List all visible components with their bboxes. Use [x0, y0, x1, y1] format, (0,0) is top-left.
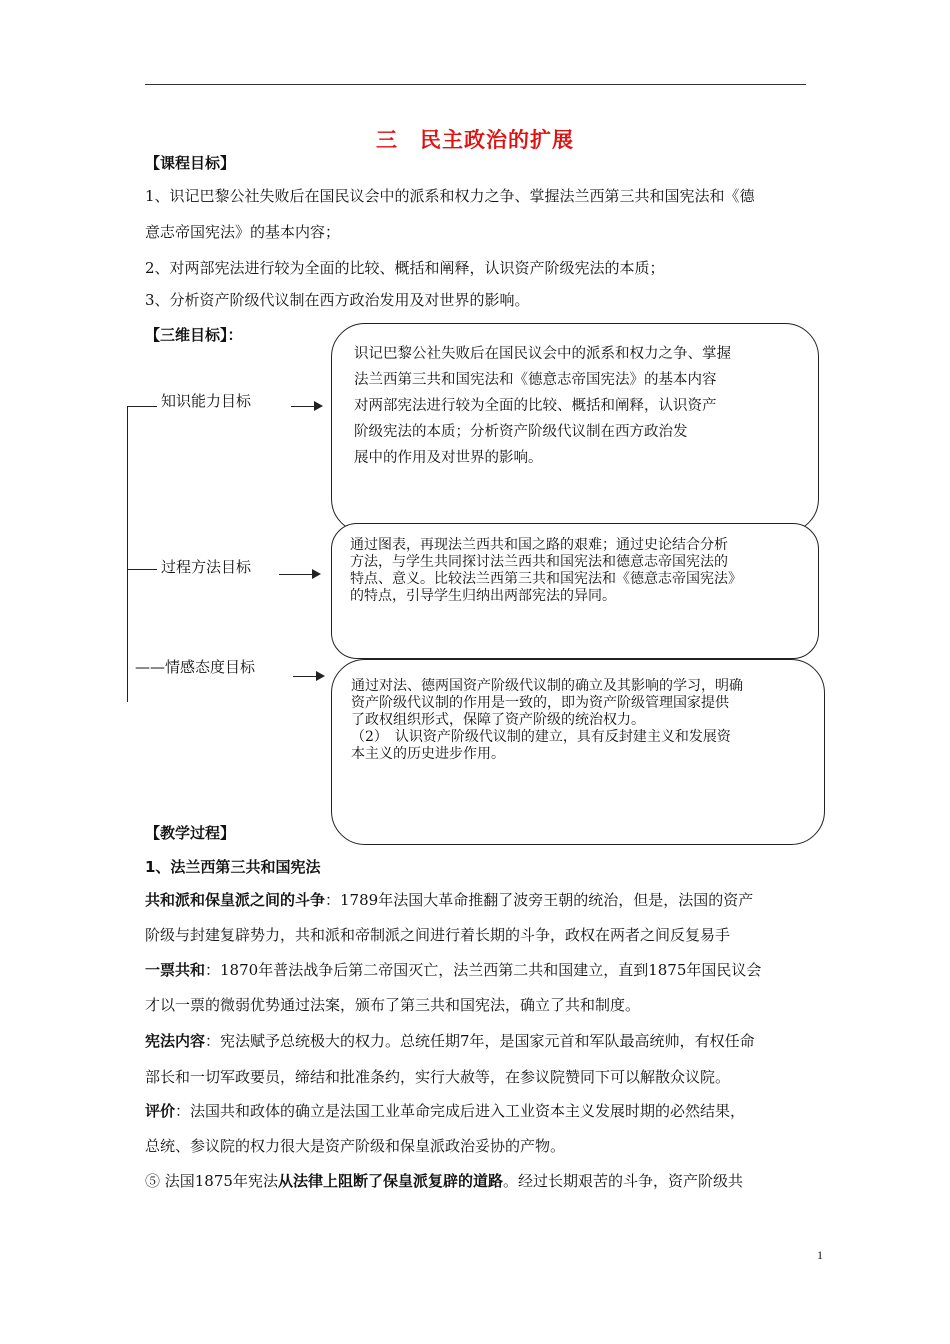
- box-line: 特点、意义。比较法兰西第三共和国宪法和《德意志帝国宪法》: [350, 571, 742, 587]
- paragraph-text: ：1870年普法战争后第二帝国灭亡，法兰西第二共和国建立，直到1875年国民议会: [205, 961, 762, 979]
- course-goal-line: 3、分析资产阶级代议制在西方政治发用及对世界的影响。: [145, 291, 530, 309]
- paragraph-text: ：法国共和政体的确立是法国工业革命完成后进入工业资本主义发展时期的必然结果，: [175, 1102, 746, 1120]
- box-line: 识记巴黎公社失败后在国民议会中的派系和权力之争、掌握: [354, 346, 731, 362]
- paragraph-line: [145, 1031, 755, 1051]
- box-line: 法兰西第三共和国宪法和《德意志帝国宪法》的基本内容: [354, 372, 717, 388]
- paragraph-text: 。经过长期艰苦的斗争，资产阶级共: [502, 1172, 743, 1190]
- box-line: 通过对法、德两国资产阶级代议制的确立及其影响的学习，明确: [351, 678, 743, 694]
- knowledge-label: 知识能力目标: [161, 392, 252, 410]
- box-line: 资产阶级代议制的作用是一致的，即为资产阶级管理国家提供: [351, 695, 729, 711]
- paragraph-line: [145, 1101, 745, 1121]
- course-goal-line: 意志帝国宪法》的基本内容；: [145, 223, 341, 241]
- course-goals-heading: 【课程目标】: [145, 154, 236, 172]
- box-line: 对两部宪法进行较为全面的比较、概括和阐释，认识资产: [354, 398, 717, 414]
- box-line: 方法，与学生共同探讨法兰西共和国宪法和德意志帝国宪法的: [350, 554, 728, 570]
- paragraph-text: ：1789年法国大革命推翻了波旁王朝的统治，但是，法国的资产: [325, 891, 754, 909]
- box-line: 的特点，引导学生归纳出两部宪法的异同。: [350, 588, 616, 604]
- paragraph-text: ：宪法赋予总统极大的权力。总统任期7年，是国家元首和军队最高统帅，有权任命: [205, 1032, 755, 1050]
- course-goal-line: 1、识记巴黎公社失败后在国民议会中的派系和权力之争、掌握法兰西第三共和国宪法和《德: [145, 187, 755, 205]
- bold-term: 从法律上阻断了保皇派复辟的道路: [277, 1172, 503, 1190]
- paragraph-line: 才以一票的微弱优势通过法案，颁布了第三共和国宪法，确立了共和制度。: [145, 996, 641, 1014]
- box-line: 了政权组织形式，保障了资产阶级的统治权力。: [351, 712, 645, 728]
- paragraph-line: [145, 1171, 743, 1191]
- bold-term: 宪法内容: [145, 1032, 206, 1050]
- page-title: 三 民主政治的扩展: [376, 128, 574, 152]
- section-heading: 1、法兰西第三共和国宪法: [145, 858, 321, 876]
- arrow-right-icon: [293, 676, 323, 677]
- three-dim-heading: 【三维目标】：: [145, 326, 243, 344]
- paragraph-line: 总统、参议院的权力很大是资产阶级和保皇派政治妥协的产物。: [145, 1137, 566, 1155]
- box-line: 通过图表，再现法兰西共和国之路的艰难；通过史论结合分析: [350, 537, 728, 553]
- arrow-right-icon: [279, 574, 319, 575]
- box-line: （2） 认识资产阶级代议制的建立，具有反封建主义和发展资: [351, 729, 731, 745]
- teaching-heading: 【教学过程】: [145, 824, 236, 842]
- process-box: [331, 523, 819, 659]
- knowledge-box: [331, 323, 819, 533]
- arrow-right-icon: [291, 406, 321, 407]
- paragraph-line: [145, 890, 753, 910]
- bold-term: 一票共和: [145, 961, 206, 979]
- course-goal-line: 2、对两部宪法进行较为全面的比较、概括和阐释，认识资产阶级宪法的本质；: [145, 259, 665, 277]
- bold-term: 评价: [145, 1102, 176, 1120]
- bracket-tick: [127, 569, 157, 570]
- emotion-box: [331, 659, 825, 845]
- box-line: 阶级宪法的本质；分析资产阶级代议制在西方政治发: [354, 424, 688, 440]
- paragraph-line: 阶级与封建复辟势力，共和派和帝制派之间进行着长期的斗争，政权在两者之间反复易手: [145, 926, 731, 944]
- bracket-line: [127, 406, 128, 702]
- box-line: 展中的作用及对世界的影响。: [354, 450, 543, 466]
- paragraph-text: ⑤ 法国1875年宪法: [145, 1172, 278, 1190]
- bold-term: 共和派和保皇派之间的斗争: [145, 891, 326, 909]
- emotion-label: ——情感态度目标: [135, 658, 256, 676]
- page-number: 1: [817, 1248, 823, 1262]
- paragraph-line: [145, 960, 761, 980]
- paragraph-line: 部长和一切军政要员，缔结和批准条约，实行大赦等，在参议院赞同下可以解散众议院。: [145, 1068, 731, 1086]
- bracket-tick: [127, 406, 157, 407]
- process-label: 过程方法目标: [161, 558, 252, 576]
- box-line: 本主义的历史进步作用。: [351, 746, 505, 762]
- header-rule: [145, 84, 806, 85]
